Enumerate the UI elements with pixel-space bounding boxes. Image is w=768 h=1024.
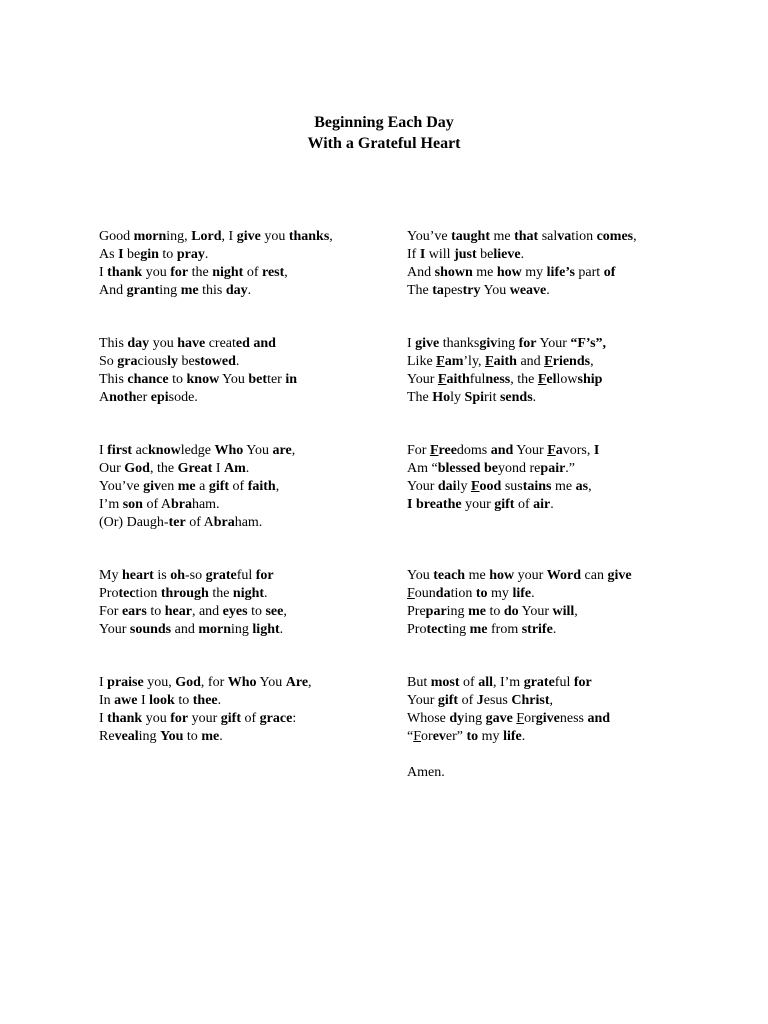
left-stanza-3 (99, 442, 295, 532)
verse-line: You’ve given me a gift of faith, (99, 479, 280, 494)
verse-line: I thank you for the night of rest, (99, 265, 288, 280)
verse-line: As I begin to pray. (99, 247, 209, 262)
left-stanza-4 (99, 567, 287, 639)
verse-line: Your Faithfulness, the Fellowship (407, 372, 603, 387)
verse-line: I breathe your gift of air. (407, 497, 554, 512)
verse-line: I give thanksgiving for Your “F’s”, (407, 336, 607, 351)
verse-line: Your gift of Jesus Christ, (407, 693, 554, 708)
verse-line: Good morning, Lord, I give you thanks, (99, 229, 333, 244)
verse-line: For Freedoms and Your Favors, I (407, 443, 600, 458)
right-stanza-3 (407, 442, 599, 514)
verse-line: Like Fam’ly, Faith and Friends, (407, 354, 594, 369)
verse-line: I’m son of Abraham. (99, 497, 220, 512)
verse-line: Preparing me to do Your will, (407, 604, 578, 619)
verse-line: Foundation to my life. (407, 586, 535, 601)
verse-line: The tapestry You weave. (407, 283, 550, 298)
verse-line: My heart is oh-so grateful for (99, 568, 274, 583)
verse-line: In awe I look to thee. (99, 693, 222, 708)
verse-line: Another episode. (99, 390, 198, 405)
verse-line: I first acknowledge Who You are, (99, 443, 296, 458)
verse-line: Protecting me from strife. (407, 622, 557, 637)
verse-line: Our God, the Great I Am. (99, 461, 250, 476)
verse-line: I praise you, God, for Who You Are, (99, 675, 312, 690)
left-stanza-1 (99, 228, 333, 300)
title-line-1: Beginning Each Day (314, 114, 454, 131)
document-title (0, 112, 768, 154)
verse-line: This chance to know You better in (99, 372, 298, 387)
right-stanza-1 (407, 228, 637, 300)
verse-line: You teach me how your Word can give (407, 568, 632, 583)
verse-line: If I will just believe. (407, 247, 525, 262)
verse-line: Your daily Food sustains me as, (407, 479, 592, 494)
verse-line: The Holy Spirit sends. (407, 390, 537, 405)
verse-line: So graciously bestowed. (99, 354, 240, 369)
verse-line: This day you have created and (99, 336, 276, 351)
verse-line: Amen. (407, 765, 445, 780)
left-stanza-5 (99, 674, 312, 746)
verse-line (407, 746, 610, 764)
verse-line: (Or) Daugh-ter of Abraham. (99, 515, 263, 530)
verse-line: I thank you for your gift of grace: (99, 711, 297, 726)
verse-line: “Forever” to my life. (407, 729, 526, 744)
verse-line: And shown me how my life’s part of (407, 265, 616, 280)
verse-line: Whose dying gave Forgiveness and (407, 711, 611, 726)
right-stanza-5 (407, 674, 610, 782)
verse-line: Protection through the night. (99, 586, 268, 601)
verse-line: Revealing You to me. (99, 729, 223, 744)
right-stanza-2 (407, 335, 606, 407)
verse-line: Your sounds and morning light. (99, 622, 284, 637)
left-stanza-2 (99, 335, 297, 407)
title-line-2: With a Grateful Heart (307, 135, 461, 152)
verse-line: But most of all, I’m grateful for (407, 675, 592, 690)
verse-line: Am “blessed beyond repair.” (407, 461, 576, 476)
verse-line: For ears to hear, and eyes to see, (99, 604, 287, 619)
verse-line: You’ve taught me that salvation comes, (407, 229, 637, 244)
verse-line: And granting me this day. (99, 283, 252, 298)
right-stanza-4 (407, 567, 632, 639)
